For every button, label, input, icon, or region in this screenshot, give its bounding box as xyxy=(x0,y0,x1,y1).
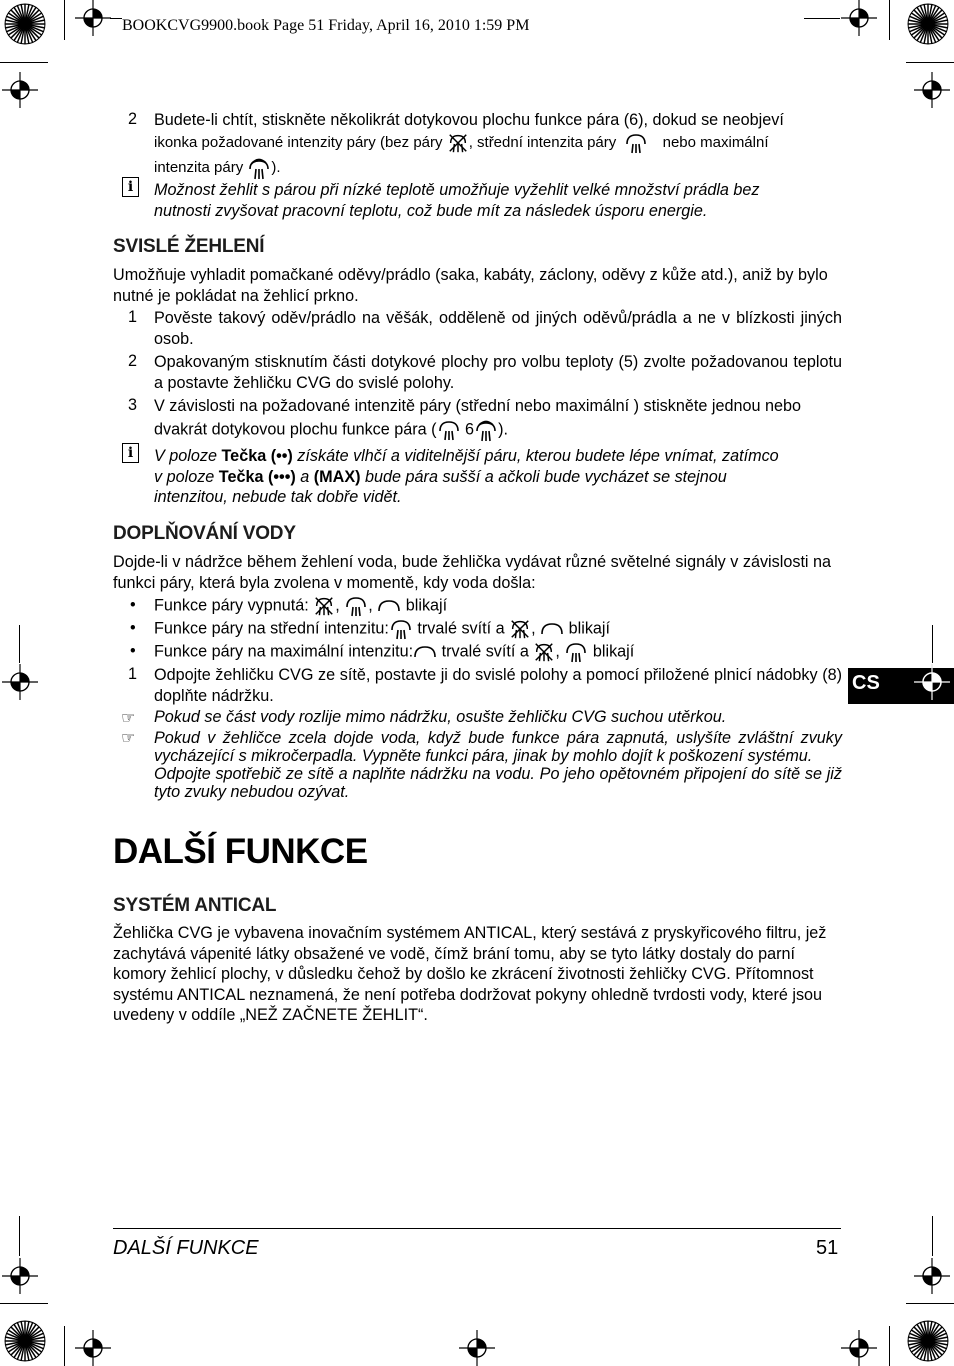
bullet-part: blikají xyxy=(592,642,635,661)
crop-line xyxy=(64,0,65,40)
medium-steam-icon xyxy=(564,640,588,664)
comma: , xyxy=(555,642,560,661)
crosshair-mark xyxy=(75,1330,111,1366)
crop-line xyxy=(19,1216,20,1256)
step-number: 3 xyxy=(128,396,138,414)
max-steam-icon xyxy=(247,155,271,181)
medium-steam-icon xyxy=(624,131,648,155)
crop-line xyxy=(110,18,122,19)
section-title: SVISLÉ ŽEHLENÍ xyxy=(113,236,265,257)
section-intro: Dojde-li v nádržce během žehlení voda, bude žehlička vydávat různé světelné signály v závislosti na funkci páry, která byla zvolena v momentě, kdy voda došla: xyxy=(113,553,832,592)
crosshair-mark xyxy=(75,0,111,36)
bullet-text xyxy=(154,640,842,664)
info-icon: i xyxy=(122,443,139,463)
step-number: 1 xyxy=(128,665,138,683)
crop-line xyxy=(804,18,840,19)
hand-pointer-icon: ☞ xyxy=(121,710,136,727)
footer-chapter: DALŠÍ FUNKCE xyxy=(113,1237,259,1259)
tip-paragraph: Odpojte spotřebič ze sítě a naplňte nádržku na vodu. Po jeho opětovném připojení do sítě se již tyto zvuky nebudou ozývat. xyxy=(154,765,842,801)
running-header: BOOKCVG9900.book Page 51 Friday, April 16, 2010 1:59 PM xyxy=(122,17,530,34)
medium-steam-icon xyxy=(389,617,413,641)
step-text: Pověste takový oděv/prádlo na věšák, odděleně od jiných oděvů/prádla a ne v blízkosti jiných osob. xyxy=(154,309,842,348)
crop-line xyxy=(0,1303,48,1304)
bullet-part: Funkce páry na střední intenzitu: xyxy=(154,619,389,638)
note-part: a xyxy=(295,467,314,486)
info-icon: i xyxy=(122,177,139,197)
crop-line xyxy=(932,625,933,663)
crosshair-mark xyxy=(914,1258,950,1294)
step-text xyxy=(154,396,842,443)
crop-line xyxy=(19,625,20,663)
registration-burst-mark xyxy=(4,1320,46,1362)
bullet: • xyxy=(130,619,136,637)
steam-lamp-icon xyxy=(377,599,401,613)
bullet-part: blikají xyxy=(405,596,448,615)
step-text xyxy=(154,110,842,181)
max-steam-icon xyxy=(474,417,498,443)
crop-line xyxy=(889,0,890,40)
hand-pointer-icon: ☞ xyxy=(121,730,136,747)
bullet-part: blikají xyxy=(568,619,611,638)
no-steam-icon xyxy=(509,618,531,640)
steam-lamp-icon xyxy=(540,622,564,636)
step-number: 1 xyxy=(128,308,138,326)
registration-burst-mark xyxy=(4,3,46,45)
crop-line xyxy=(932,1216,933,1256)
chapter-title: DALŠÍ FUNKCE xyxy=(113,832,368,871)
comma: , xyxy=(335,596,340,615)
no-steam-icon xyxy=(447,132,469,154)
note-text xyxy=(154,446,842,508)
crop-line xyxy=(889,1326,890,1366)
page-number: 51 xyxy=(816,1237,839,1259)
comma: , xyxy=(368,596,373,615)
crop-line xyxy=(906,1303,954,1304)
footer-rule xyxy=(113,1228,841,1229)
note-part: v poloze xyxy=(154,467,219,486)
medium-steam-icon xyxy=(437,418,461,442)
bullet: • xyxy=(130,596,136,614)
crosshair-mark xyxy=(841,0,877,36)
step-line-part: ikonka požadované intenzity páry (bez páry xyxy=(154,133,443,151)
crop-line xyxy=(906,62,954,63)
crop-line xyxy=(0,62,48,63)
step-line-part: intenzita páry xyxy=(154,158,244,176)
note-bold: (MAX) xyxy=(313,467,361,486)
step-line-part: ). xyxy=(498,419,508,438)
no-steam-icon xyxy=(313,595,335,617)
crosshair-mark xyxy=(2,72,38,108)
step-line-part: ). xyxy=(271,158,281,176)
crosshair-mark xyxy=(2,664,38,700)
step-line-part: , střední intenzita páry xyxy=(468,133,617,151)
note-line xyxy=(154,467,842,488)
language-tab-label: CS xyxy=(852,672,880,694)
step-text: Odpojte žehličku CVG ze sítě, postavte ji do svislé polohy a pomocí přiložené plnicí nádobky (8) doplňte nádržku. xyxy=(154,666,842,705)
registration-burst-mark xyxy=(907,3,949,45)
bullet-text xyxy=(154,594,842,618)
bullet-text xyxy=(154,617,842,641)
step-line xyxy=(154,417,842,443)
note-line: nutnosti zvyšovat pracovní teplotu, což bude mít za následek úsporu energie. xyxy=(154,201,708,220)
section-title: DOPLŇOVÁNÍ VODY xyxy=(113,523,296,544)
step-text: Opakovaným stisknutím části dotykové plochy pro volbu teploty (5) zvolte požadovanou teplotu a postavte žehličku CVG do svislé polohy. xyxy=(154,353,842,392)
step-line: V závislosti na požadované intenzitě páry (střední nebo maximální ) stiskněte jednou nebo xyxy=(154,397,801,415)
crosshair-mark xyxy=(459,1330,495,1366)
bullet-part: Funkce páry na maximální intenzitu: xyxy=(154,642,414,661)
registration-burst-mark xyxy=(907,1320,949,1362)
crosshair-mark xyxy=(2,1258,38,1294)
comma: , xyxy=(531,619,536,638)
note-part: získáte vlhčí a viditelnější páru, kterou budete lépe vnímat, zatímco xyxy=(292,447,779,465)
bullet: • xyxy=(130,642,136,660)
crosshair-mark xyxy=(914,664,950,700)
tip-text xyxy=(154,729,842,801)
tip-text: Pokud se část vody rozlije mimo nádržku, osušte žehličku CVG suchou utěrkou. xyxy=(154,708,727,726)
note-bold: Tečka (••) xyxy=(221,447,293,465)
note-line: Možnost žehlit s párou při nízké teplotě umožňuje vyžehlit velké množství prádla bez xyxy=(154,181,760,199)
note-part: bude pára sušší a ačkoli bude vycházet se stejnou xyxy=(360,467,727,486)
step-line-part: dvakrát dotykovou plochu funkce pára ( xyxy=(154,419,437,438)
no-steam-icon xyxy=(533,641,555,663)
note-line: intenzitou, nebude tak dobře vidět. xyxy=(154,488,402,507)
crosshair-mark xyxy=(914,72,950,108)
bullet-part: trvalé svítí a xyxy=(417,619,505,638)
step-number: 2 xyxy=(128,352,138,370)
step-line: Budete-li chtít, stiskněte několikrát dotykovou plochu funkce pára (6), dokud se neobjeví xyxy=(154,111,784,129)
section-body: Žehlička CVG je vybavena inovačním systémem ANTICAL, který sestává z pryskyřicového filtru, jež zachytává vápenité látky obsažené ve vodě, čímž brání tomu, aby se tyto látky dostaly do parní komory žehlicí plochy, v důsledku čehož by došlo ke zkrácení životnosti žehličky CVG. Přítomnost systému ANTICAL neznamená, že není potřeba dodržovat pokyny ohledně tvrdosti vody, které jsou uvedeny v oddíle „NEŽ ZAČNETE ŽEHLIT“. xyxy=(113,924,827,1025)
medium-steam-icon xyxy=(344,594,368,618)
steam-lamp-icon xyxy=(413,645,437,659)
note-part: V poloze xyxy=(154,447,222,465)
step-line xyxy=(154,131,842,155)
bullet-part: trvalé svítí a xyxy=(441,642,529,661)
step-line-part: 6 xyxy=(465,419,475,438)
note-text xyxy=(154,180,842,221)
note-line xyxy=(154,446,842,467)
step-line xyxy=(154,155,842,181)
step-line-part: nebo maximální xyxy=(662,133,769,151)
tip-paragraph: Pokud v žehličce zcela dojde voda, když bude funkce pára zapnutá, uslyšíte zvláštní zvuky vycházející s mikročerpadla. Vypněte funkci pára, jinak by mohlo dojít k poškození systému. xyxy=(154,729,842,765)
crosshair-mark xyxy=(841,1330,877,1366)
bullet-part: Funkce páry vypnutá: xyxy=(154,596,309,615)
section-title: SYSTÉM ANTICAL xyxy=(113,895,277,916)
section-intro: Umožňuje vyhladit pomačkané oděvy/prádlo (saka, kabáty, záclony, oděvy z kůže atd.), aniž by bylo nutné je pokládat na žehlicí prkno. xyxy=(113,266,828,305)
step-number: 2 xyxy=(128,110,138,128)
crop-line xyxy=(64,1326,65,1366)
note-bold: Tečka (•••) xyxy=(218,467,296,486)
